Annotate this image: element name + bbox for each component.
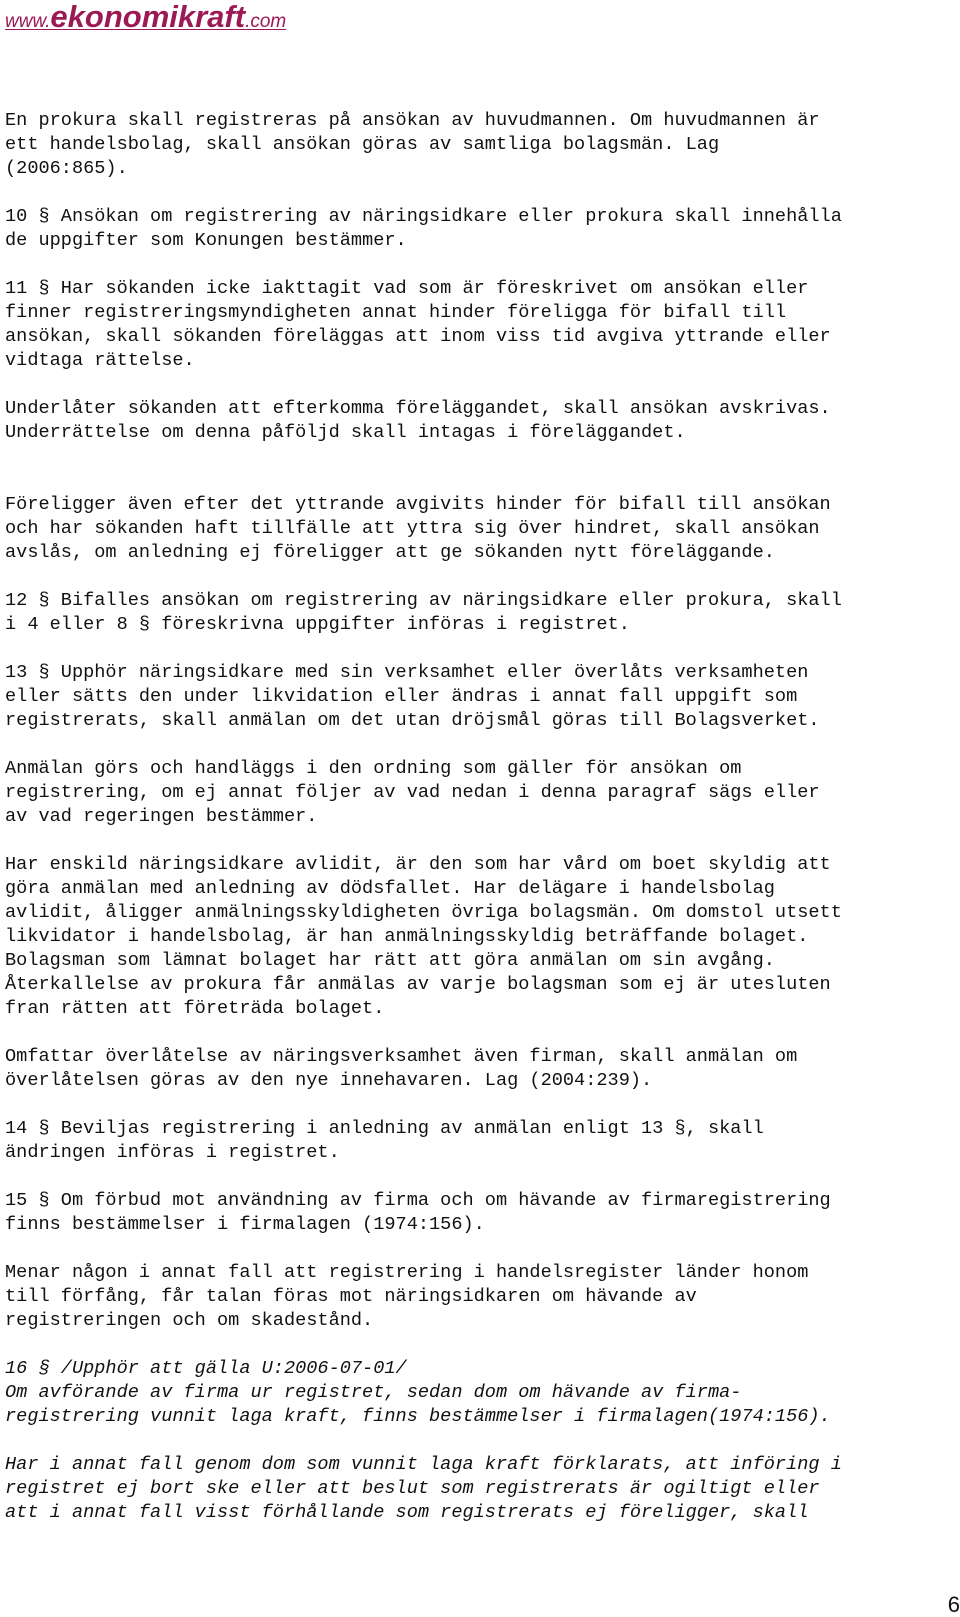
paragraph-section-11-dismissal: Underlåter sökanden att efterkomma föreläggandet, skall ansökan avskrivas. Underrättelse om denna påföljd skall intagas i föreläggandet. [5, 398, 831, 443]
document-body [5, 109, 953, 1549]
paragraph-section-11-rejection: Föreligger även efter det yttrande avgivits hinder för bifall till ansökan och har sökanden haft tillfälle att yttra sig över hindret, skall ansökan avslås, om anledning ej föreligger att ge sökanden nytt föreläggande. [5, 494, 831, 563]
logo-prefix: www. [5, 11, 51, 32]
paragraph-section-12: 12 § Bifalles ansökan om registrering av näringsidkare eller prokura, skall i 4 eller 8 § föreskrivna uppgifter införas i registret. [5, 590, 842, 635]
paragraph-section-13-deceased: Har enskild näringsidkare avlidit, är den som har vård om boet skyldig att göra anmälan med anledning av dödsfallet. Har delägare i handelsbolag avlidit, åligger anmälningsskyldigheten övriga bolagsmän. Om domstol utsett likvidator i handelsbolag, är han anmälningsskyldig beträffande bolaget. Bolagsman som lämnat bolaget har rätt att göra anmälan om sin avgång. Återkallelse av prokura får anmälas av varje bolagsman som ej är utesluten fran rätten att företräda bolaget. [5, 854, 842, 1019]
paragraph-section-14: 14 § Beviljas registrering i anledning av anmälan enligt 13 §, skall ändringen införas i registret. [5, 1118, 764, 1163]
paragraph-prokura-registration: En prokura skall registreras på ansökan av huvudmannen. Om huvudmannen är ett handelsbolag, skall ansökan göras av samtliga bolagsmän. Lag (2006:865). [5, 110, 820, 179]
page-number: 6 [947, 1592, 960, 1617]
paragraph-section-13: 13 § Upphör näringsidkare med sin verksamhet eller överlåts verksamheten eller sätts den under likvidation eller ändras i annat fall uppgift som registrerats, skall anmälan om det utan dröjsmål göras till Bolagsverket. [5, 662, 820, 731]
paragraph-section-16: 16 § /Upphör att gälla U:2006-07-01/ Om avförande av firma ur registret, sedan dom om hävande av firma- registrering vunnit laga kraft, finns bestämmelser i firmalagen(1974:156). [5, 1358, 831, 1427]
paragraph-section-16-continued: Har i annat fall genom dom som vunnit laga kraft förklarats, att införing i registret ej bort ske eller att beslut som registrerats är ogiltigt eller att i annat fall visst förhållande som registrerats ej föreligger, skall [5, 1454, 842, 1523]
logo-suffix: .com [245, 11, 287, 32]
paragraph-section-11: 11 § Har sökanden icke iakttagit vad som är föreskrivet om ansökan eller finner registreringsmyndigheten annat hinder föreligga för bifall till ansökan, skall sökanden föreläggas att inom viss tid avgiva yttrande eller vidtaga rättelse. [5, 278, 831, 371]
paragraph-section-13-procedure: Anmälan görs och handläggs i den ordning som gäller för ansökan om registrering, om ej annat följer av vad nedan i denna paragraf sägs eller av vad regeringen bestämmer. [5, 758, 820, 827]
paragraph-section-10: 10 § Ansökan om registrering av näringsidkare eller prokura skall innehålla de uppgifter som Konungen bestämmer. [5, 206, 842, 251]
paragraph-section-15: 15 § Om förbud mot användning av firma och om hävande av firmaregistrering finns bestämmelser i firmalagen (1974:156). [5, 1190, 831, 1235]
site-logo-link[interactable] [5, 0, 286, 40]
paragraph-section-13-transfer: Omfattar överlåtelse av näringsverksamhet även firman, skall anmälan om överlåtelsen göras av den nye innehavaren. Lag (2004:239). [5, 1046, 798, 1091]
logo-name: ekonomikraft [50, 0, 246, 34]
paragraph-section-15-damages: Menar någon i annat fall att registrering i handelsregister länder honom till förfång, får talan föras mot näringsidkaren om hävande av registreringen och om skadestånd. [5, 1262, 809, 1331]
